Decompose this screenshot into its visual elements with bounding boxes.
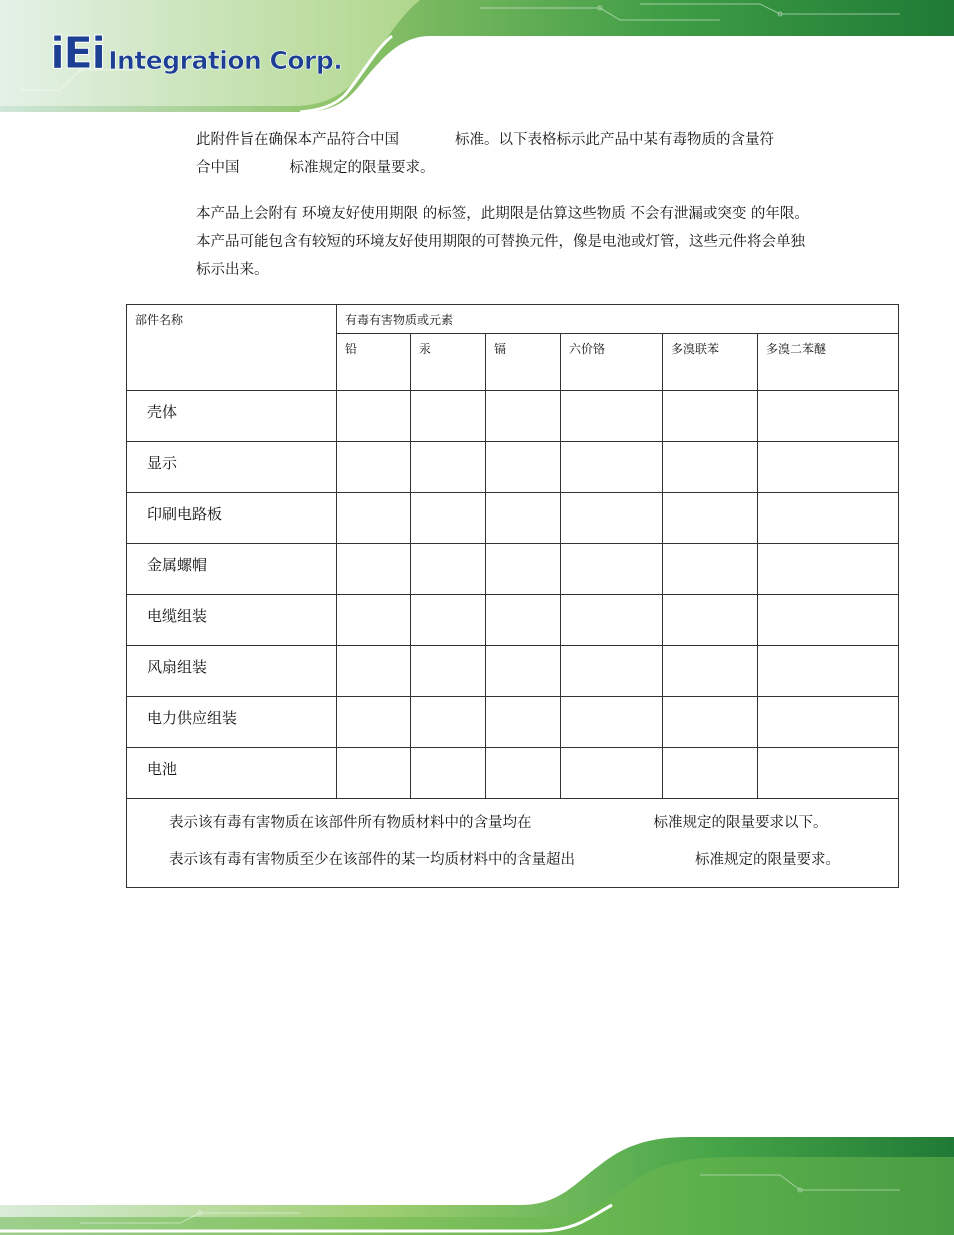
table-cell xyxy=(486,391,561,442)
table-cell xyxy=(337,748,411,799)
table-cell xyxy=(486,544,561,595)
logo-text: Integration Corp. xyxy=(108,46,343,75)
table-cell xyxy=(663,595,758,646)
table-cell xyxy=(561,595,663,646)
note-exceeds-limit-b: 标准规定的限量要求。 xyxy=(695,852,840,868)
table-cell xyxy=(411,391,486,442)
note-below-limit-b: 标准规定的限量要求以下。 xyxy=(653,815,828,831)
table-cell xyxy=(758,442,899,493)
table-cell xyxy=(561,442,663,493)
table-cell xyxy=(411,442,486,493)
substance-mercury: 汞 xyxy=(411,334,486,391)
substance-hexavalent-chromium: 六价铬 xyxy=(561,334,663,391)
table-cell xyxy=(337,493,411,544)
table-cell xyxy=(486,493,561,544)
table-cell xyxy=(337,442,411,493)
table-cell xyxy=(561,748,663,799)
part-label: 显示 xyxy=(127,442,337,493)
table-cell xyxy=(561,697,663,748)
table-cell xyxy=(561,544,663,595)
intro-text-b: 标准。以下表格标示此产品中某有毒物质的含量符 xyxy=(455,132,774,148)
intro-text-d: 标准规定的限量要求。 xyxy=(289,160,435,176)
table-cell xyxy=(663,493,758,544)
part-name-header: 部件名称 xyxy=(127,305,337,391)
table-row xyxy=(127,697,899,748)
table-cell xyxy=(337,697,411,748)
table-cell xyxy=(411,544,486,595)
table-row xyxy=(127,493,899,544)
table-cell xyxy=(663,646,758,697)
table-cell xyxy=(663,544,758,595)
table-cell xyxy=(663,391,758,442)
part-label: 风扇组装 xyxy=(127,646,337,697)
table-cell xyxy=(411,748,486,799)
intro-paragraph xyxy=(196,126,818,182)
table-notes xyxy=(127,799,899,888)
substance-cadmium: 镉 xyxy=(486,334,561,391)
table-cell xyxy=(758,646,899,697)
part-label: 金属螺帽 xyxy=(127,544,337,595)
intro-text-a: 此附件旨在确保本产品符合中国 xyxy=(196,132,399,148)
table-row xyxy=(127,442,899,493)
table-cell xyxy=(411,595,486,646)
substance-pbb: 多溴联苯 xyxy=(663,334,758,391)
footer-banner xyxy=(0,1135,954,1235)
lifetime-paragraph: 本产品上会附有 环境友好使用期限 的标签，此期限是估算这些物质 不会有泄漏或突变 的年限。本产品可能包含有较短的环境友好使用期限的可替换元件，像是电池或灯管，这些元件将会单独标示出来。 xyxy=(196,206,809,278)
table-cell xyxy=(486,442,561,493)
substance-lead: 铅 xyxy=(337,334,411,391)
table-cell xyxy=(758,391,899,442)
table-cell xyxy=(411,493,486,544)
table-row xyxy=(127,544,899,595)
part-label: 电池 xyxy=(127,748,337,799)
table-cell xyxy=(758,493,899,544)
table-cell xyxy=(561,493,663,544)
table-cell xyxy=(561,646,663,697)
substance-pbde: 多溴二苯醚 xyxy=(758,334,899,391)
table-cell xyxy=(337,544,411,595)
table-cell xyxy=(337,391,411,442)
part-label: 印刷电路板 xyxy=(127,493,337,544)
table-row xyxy=(127,391,899,442)
table-cell xyxy=(561,391,663,442)
table-row xyxy=(127,595,899,646)
table-cell xyxy=(337,646,411,697)
logo-mark: iEi xyxy=(50,28,105,79)
table-cell xyxy=(486,646,561,697)
table-cell xyxy=(663,697,758,748)
table-cell xyxy=(758,595,899,646)
part-label: 壳体 xyxy=(127,391,337,442)
table-cell xyxy=(663,748,758,799)
table-cell xyxy=(411,646,486,697)
part-label: 电缆组装 xyxy=(127,595,337,646)
table-row xyxy=(127,748,899,799)
hazardous-substance-table xyxy=(126,304,899,888)
table-cell xyxy=(337,595,411,646)
table-cell xyxy=(486,748,561,799)
table-cell xyxy=(486,697,561,748)
table-cell xyxy=(758,697,899,748)
table-cell xyxy=(486,595,561,646)
table-cell xyxy=(411,697,486,748)
part-label: 电力供应组装 xyxy=(127,697,337,748)
note-exceeds-limit-a: 表示该有毒有害物质至少在该部件的某一均质材料中的含量超出 xyxy=(169,852,575,868)
table-cell xyxy=(758,748,899,799)
substance-group-header: 有毒有害物质或元素 xyxy=(337,305,899,334)
note-below-limit-a: 表示该有毒有害物质在该部件所有物质材料中的含量均在 xyxy=(169,815,532,831)
iei-logo xyxy=(50,26,343,79)
table-cell xyxy=(663,442,758,493)
table-cell xyxy=(758,544,899,595)
intro-text-c: 合中国 xyxy=(196,160,240,176)
table-row xyxy=(127,646,899,697)
